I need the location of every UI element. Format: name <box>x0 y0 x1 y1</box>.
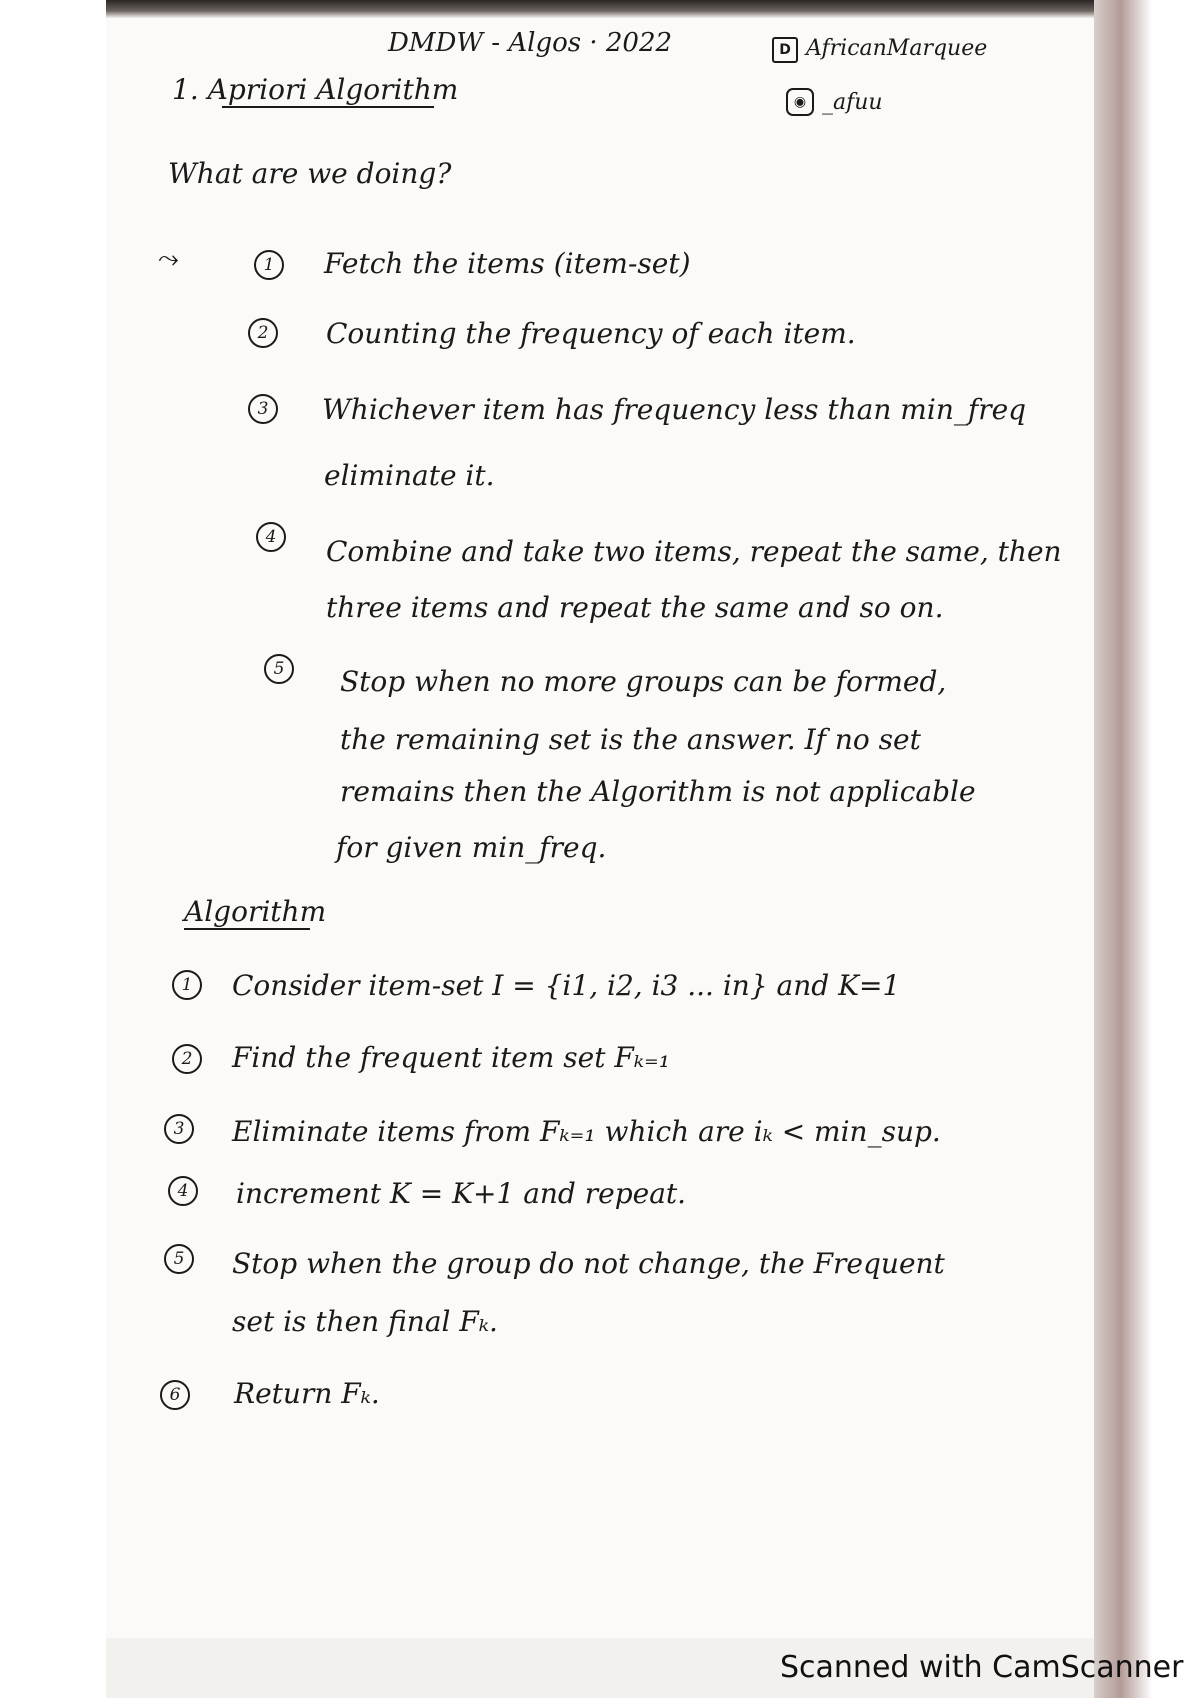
algo-step-text: Find the frequent item set Fₖ₌₁ <box>232 1041 670 1074</box>
algo-step-text: increment K = K+1 and repeat. <box>236 1177 687 1210</box>
algo-step-number: 1 <box>172 970 202 1000</box>
algo-step-text: Stop when the group do not change, the Frequent <box>232 1247 945 1280</box>
algo-step-number: 4 <box>168 1176 198 1206</box>
algo-step-text: Consider item-set I = {i1, i2, i3 ... in} and K=1 <box>232 969 901 1002</box>
algo-step-text: Eliminate items from Fₖ₌₁ which are iₖ < min_sup. <box>232 1115 941 1148</box>
step-text: Stop when no more groups can be formed, <box>340 665 947 698</box>
step-text: remains then the Algorithm is not applicable <box>340 775 976 808</box>
dm-icon: D <box>772 37 798 63</box>
step-number: 5 <box>264 654 294 684</box>
section-title-underline <box>222 106 434 108</box>
algorithm-heading-underline <box>184 928 310 930</box>
step-text: Fetch the items (item-set) <box>324 247 691 280</box>
instagram-handle: AfricanMarquee <box>806 36 988 61</box>
algo-step-number: 6 <box>160 1380 190 1410</box>
step-text: Whichever item has frequency less than min_freq <box>322 393 1027 426</box>
scan-top-shadow <box>106 0 1094 18</box>
step-number: 2 <box>248 318 278 348</box>
algo-step-number: 3 <box>164 1114 194 1144</box>
step-text: the remaining set is the answer. If no set <box>340 723 921 756</box>
algo-step-text: Return Fₖ. <box>234 1377 380 1410</box>
step-number: 4 <box>256 522 286 552</box>
scan-right-margin <box>1094 0 1200 1698</box>
step-text: Counting the frequency of each item. <box>326 317 856 350</box>
course-header: DMDW - Algos · 2022 <box>388 28 673 58</box>
algo-step-number: 5 <box>164 1244 194 1274</box>
step-text: for given min_freq. <box>336 831 607 864</box>
section-title: 1. Apriori Algorithm <box>172 73 459 106</box>
step-text: three items and repeat the same and so on. <box>326 591 944 624</box>
camscanner-watermark: Scanned with CamScanner <box>780 1650 1184 1685</box>
algorithm-heading: Algorithm <box>184 895 327 928</box>
secondary-handle: _afuu <box>822 90 883 115</box>
step-number: 1 <box>254 250 284 280</box>
step-text: Combine and take two items, repeat the same, then <box>326 535 1062 568</box>
step-number: 3 <box>248 394 278 424</box>
arrow-icon: ⤳ <box>158 244 179 274</box>
scan-left-margin <box>0 0 106 1698</box>
step-text: eliminate it. <box>324 459 495 492</box>
algo-step-number: 2 <box>172 1044 202 1074</box>
question-heading: What are we doing? <box>168 157 452 190</box>
instagram-icon: ◉ <box>786 88 814 116</box>
algo-step-text: set is then final Fₖ. <box>232 1305 498 1338</box>
